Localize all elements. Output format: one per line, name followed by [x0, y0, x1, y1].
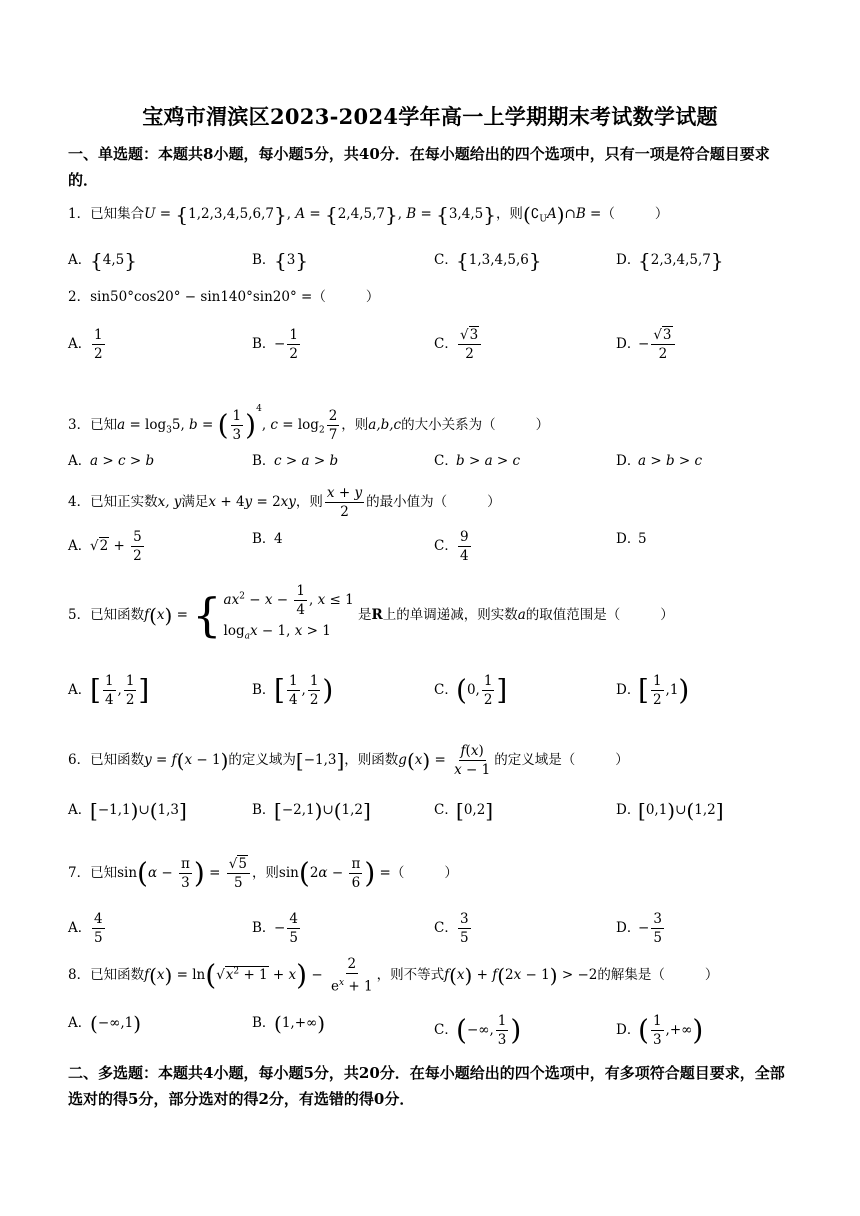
option-5C[interactable]: C．(0, $\frac{1}{2}$ ] [434, 673, 508, 708]
option-6B[interactable]: B．[−2,1)∪(1,2] [252, 798, 371, 823]
option-7C[interactable]: C． $\frac{3}{5}$ [434, 911, 469, 946]
option-8C[interactable]: C．(−∞, $\frac{1}{3}$ ) [434, 1013, 522, 1048]
option-5A[interactable]: A．[ $\frac{1}{4}$ , $\frac{1}{2}$ ] [68, 673, 150, 708]
option-8B[interactable]: B．(1,+∞) [252, 1011, 326, 1036]
option-7B[interactable]: B．− $\frac{4}{5}$ [252, 911, 298, 946]
question-3: 3．已知$a = \log_35$, b = ( $\frac{1}{3}$ )$^4$, $c = \log_2$ $\frac{2}{7}$ ，则a,b,c的大小关系为（ ） [68, 404, 550, 443]
question-5: 5．已知函数f(x) = { $ax^2 - x$ − $\frac{1}{4}$ , x ≤ 1 $\log_ax - 1$, x > 1 是R上的单调递减，则实数a的取值范围是（ ） [68, 583, 674, 643]
option-1A[interactable]: A．{4,5} [68, 248, 137, 273]
option-5D[interactable]: D．[ $\frac{1}{2}$ ,1) [616, 673, 690, 708]
question-4: 4．已知正实数x, y满足x + 4y = 2xy，则 $\frac{x + y}{2}$ 的最小值为（ ） [68, 485, 501, 520]
question-8: 8．已知函数$f(x) = \ln(√x^2 + 1 + x)$ − $\frac{2}{e^x + 1}$ ，则不等式f(x) + f(2x − 1) > −2的解集是（ ） [68, 956, 719, 995]
option-4B[interactable]: B．4 [252, 531, 283, 547]
option-5B[interactable]: B．[ $\frac{1}{4}$ , $\frac{1}{2}$ ) [252, 673, 334, 708]
page-title: 宝鸡市渭滨区2023-2024学年高一上学期期末考试数学试题 [142, 104, 718, 129]
option-1B[interactable]: B．{3} [252, 248, 309, 273]
section-heading-single-choice: 一、单选题：本题共8小题，每小题5分，共40分．在每小题给出的四个选项中，只有一项是符合题目要求的． [68, 145, 770, 189]
option-2C[interactable]: C． $\frac{√3}{2}$ [434, 326, 483, 363]
option-4C[interactable]: C． $\frac{9}{4}$ [434, 529, 469, 564]
option-2D[interactable]: D．− $\frac{√3}{2}$ [616, 326, 677, 363]
question-7: 7．已知sin(α − $\frac{\pi}{3}$ ) = $\frac{√5}{5}$ ，则sin(2α − $\frac{\pi}{6}$ ) =（ ） [68, 856, 458, 891]
option-7A[interactable]: A． $\frac{4}{5}$ [68, 911, 103, 946]
question-number: 1． [68, 206, 91, 222]
option-6C[interactable]: C．[0,2] [434, 798, 494, 823]
option-2A[interactable]: A． $\frac{1}{2}$ [68, 327, 103, 362]
option-3B[interactable]: B．c > a > b [252, 453, 339, 469]
option-8D[interactable]: D．( $\frac{1}{3}$ ,+∞) [616, 1013, 704, 1048]
option-7D[interactable]: D．− $\frac{3}{5}$ [616, 911, 662, 946]
option-3A[interactable]: A．a > c > b [68, 453, 155, 469]
section-heading-multiple-choice: 二、多选题：本题共4小题，每小题5分，共20分．在每小题给出的四个选项中，有多项符合题目要求，全部选对的得5分，部分选对的得2分，有选错的得0分． [68, 1064, 785, 1108]
question-2: 2．sin50°cos20° − sin140°sin20° =（ ） [68, 289, 380, 305]
option-8A[interactable]: A．(−∞,1) [68, 1011, 142, 1036]
option-1D[interactable]: D．{2,3,4,5,7} [616, 248, 724, 273]
option-2B[interactable]: B．− $\frac{1}{2}$ [252, 327, 298, 362]
option-1C[interactable]: C．{1,3,4,5,6} [434, 248, 542, 273]
option-3C[interactable]: C．b > a > c [434, 453, 521, 469]
option-4A[interactable]: A．√2 + $\frac{5}{2}$ [68, 529, 142, 564]
option-6D[interactable]: D．[0,1)∪(1,2] [616, 798, 724, 823]
option-3D[interactable]: D．a > b > c [616, 453, 703, 469]
question-6: 6．已知函数y = f(x − 1)的定义域为[−1,3]，则函数g(x) = $\frac{f(x)}{x - 1}$ 的定义域是（ ） [68, 743, 629, 778]
option-4D[interactable]: D．5 [616, 531, 647, 547]
question-1: 1．已知集合U = {1,2,3,4,5,6,7}, A = {2,4,5,7}, B = {3,4,5}，则$(∁_UA)\cap B$ =（ ） [68, 202, 669, 227]
option-6A[interactable]: A．[−1,1)∪(1,3] [68, 798, 187, 823]
